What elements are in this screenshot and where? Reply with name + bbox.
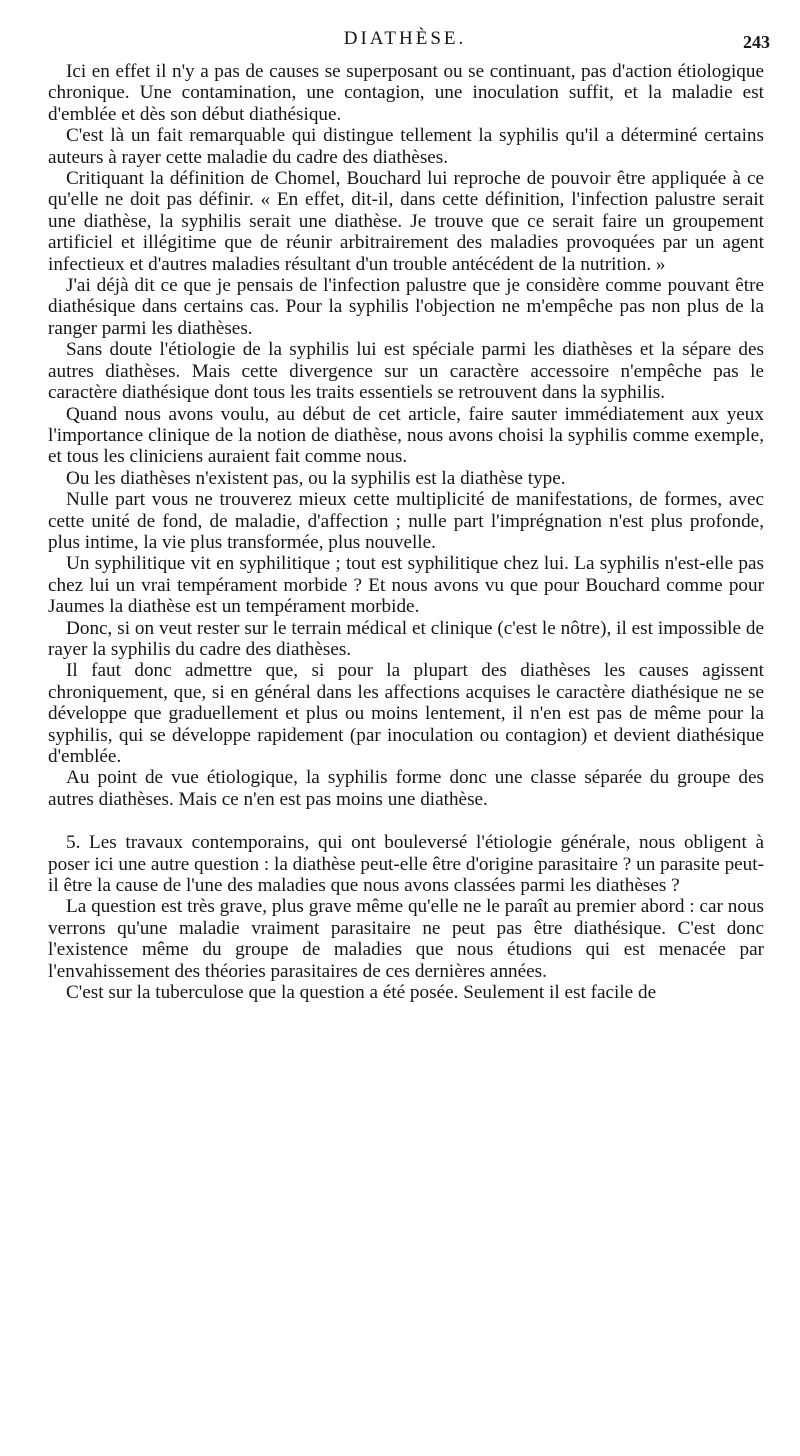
paragraph: Ici en effet il n'y a pas de causes se superposant ou se continuant, pas d'action étiologique chronique. Une contamination, une contagion, une inoculation suffit, et la maladie est d'emblée et dès son début diathésique. <box>48 61 764 125</box>
page-header <box>40 28 770 58</box>
body-text <box>48 61 764 1003</box>
paragraph: Ou les diathèses n'existent pas, ou la syphilis est la diathèse type. <box>66 467 566 489</box>
paragraph: Sans doute l'étiologie de la syphilis lui est spéciale parmi les diathèses et la sépare des autres diathèses. Mais cette divergence sur un caractère accessoire n'empêche pas le caractère diathésique dont tous les traits essentiels se retrouvent dans la syphilis. <box>48 339 764 404</box>
section-paragraph: 5. Les travaux contemporains, qui ont bouleversé l'étiologie générale, nous obligent à poser ici une autre question : la diathèse peut-elle être d'origine parasitaire ? un parasite peut-il être la cause de l'une des maladies que nous avons classées parmi les diathèses ? <box>48 832 764 897</box>
paragraph: Il faut donc admettre que, si pour la plupart des diathèses les causes agissent chroniquement, que, si en général dans les affections acquises le caractère diathésique ne se développe que graduellement et plus ou moins lentement, il n'en est pas de même pour la syphilis, qui se développe rapidement (par inoculation ou contagion) et devient diathésique d'emblée. <box>48 660 764 767</box>
paragraph: Critiquant la définition de Chomel, Bouchard lui reproche de pouvoir être appliquée à ce qu'elle ne doit pas définir. « En effet, dit-il, dans cette définition, l'infection palustre serait une diathèse, la syphilis serait une diathèse. Je trouve que ce serait faire un groupement artificiel et illégitime que de réunir arbitrairement des maladies provoquées par un agent infectieux et d'autres maladies résultant d'un trouble antécédent de la nutrition. » <box>48 168 764 275</box>
paragraph: La question est très grave, plus grave même qu'elle ne le paraît au premier abord : car nous verrons qu'une maladie vraiment parasitaire ne peut pas être diathésique. C'est donc l'existence même du groupe de maladies que nous étudions qui est menacée par l'envahissement des théories parasitaires de ces dernières années. <box>48 896 764 982</box>
paragraph: Nulle part vous ne trouverez mieux cette multiplicité de manifestations, de formes, avec cette unité de fond, de maladie, d'affection ; nulle part l'imprégnation n'est plus profonde, plus intime, la vie plus transformée, plus nouvelle. <box>48 489 764 553</box>
paragraph: Au point de vue étiologique, la syphilis forme donc une classe séparée du groupe des autres diathèses. Mais ce n'en est pas moins une diathèse. <box>48 767 764 810</box>
paragraph: C'est sur la tuberculose que la question a été posée. Seulement il est facile de <box>66 982 657 1004</box>
page-number: 243 <box>743 32 770 52</box>
running-title: DIATHÈSE. <box>343 28 467 49</box>
paragraph: J'ai déjà dit ce que je pensais de l'infection palustre que je considère comme pouvant être diathésique dans certains cas. Pour la syphilis l'objection ne m'empêche pas non plus de la ranger parmi les diathèses. <box>48 275 764 339</box>
paragraph: Un syphilitique vit en syphilitique ; tout est syphilitique chez lui. La syphilis n'est-elle pas chez lui un vrai tempérament morbide ? Et nous avons vu que pour Bouchard comme pour Jaumes la diathèse est un tempérament morbide. <box>48 553 764 618</box>
paragraph: Quand nous avons voulu, au début de cet article, faire sauter immédiatement aux yeux l'importance clinique de la notion de diathèse, nous avons choisi la syphilis comme exemple, et tous les cliniciens auraient fait comme nous. <box>48 403 764 468</box>
paragraph: C'est là un fait remarquable qui distingue tellement la syphilis qu'il a déterminé certains auteurs à rayer cette maladie du cadre des diathèses. <box>48 125 764 168</box>
paragraph: Donc, si on veut rester sur le terrain médical et clinique (c'est le nôtre), il est impossible de rayer la syphilis du cadre des diathèses. <box>48 617 764 660</box>
